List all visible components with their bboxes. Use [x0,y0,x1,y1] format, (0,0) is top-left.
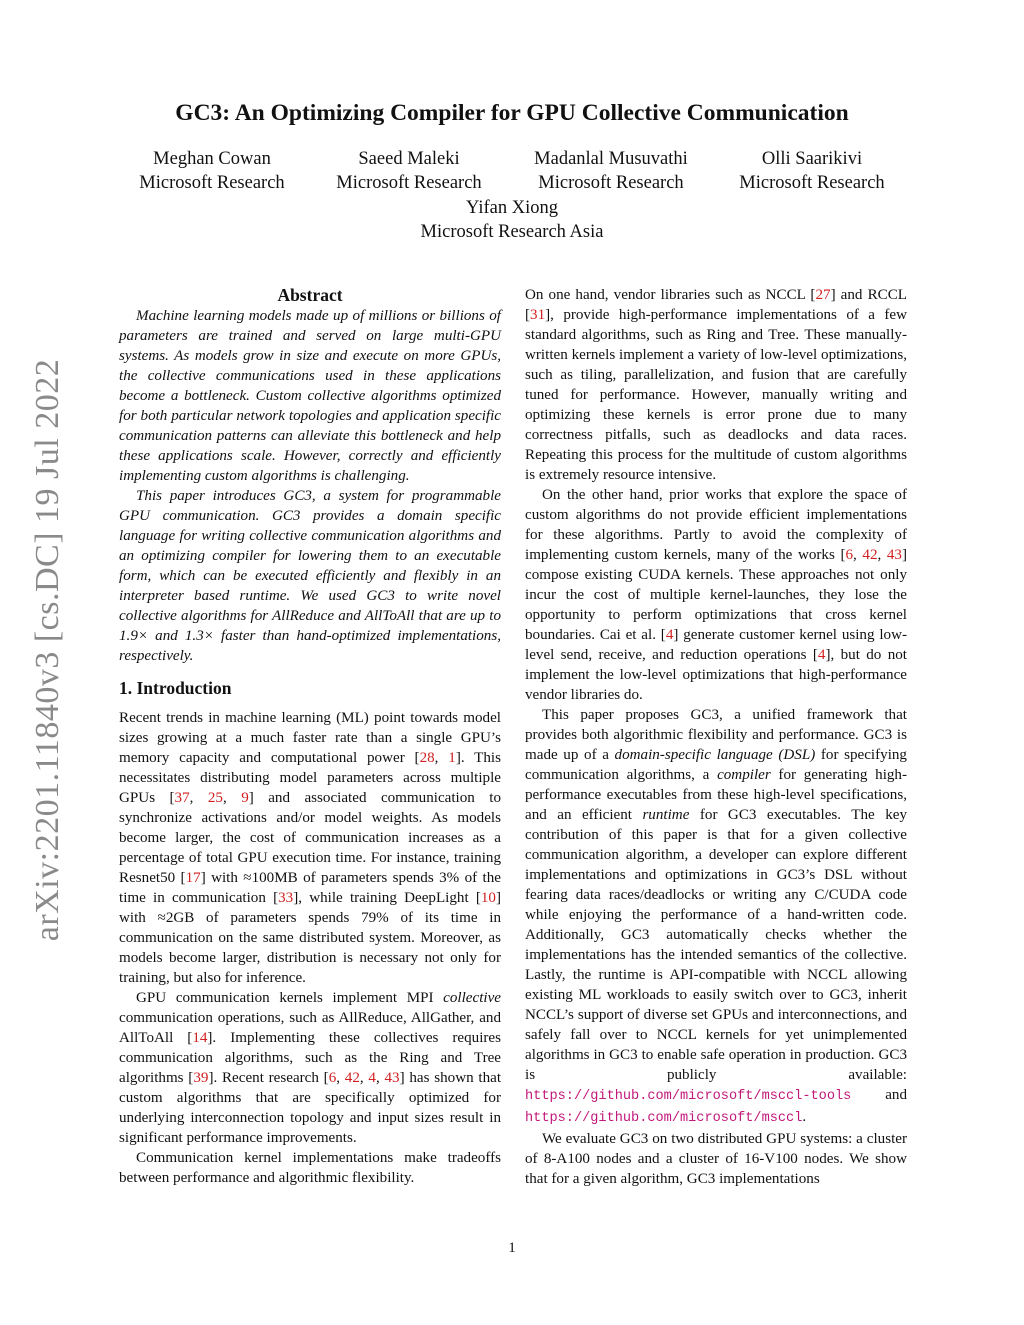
intro-paragraph: We evaluate GC3 on two distributed GPU systems: a cluster of 8-A100 nodes and a cluster of 16-V100 nodes. We show that for a given algorithm, GC3 implementations [525,1131,907,1187]
author-2 [304,147,514,195]
author-5 [372,196,652,244]
citation-link[interactable]: 6 [845,547,854,563]
github-link-msccl-tools[interactable]: https://github.com/microsoft/msccl-tools [525,1089,852,1104]
citation-link[interactable]: 4 [665,627,674,643]
abstract-paragraph: This paper introduces GC3, a system for programmable GPU communication. GC3 provides a domain specific language for writing collective communication algorithms and an optimizing compiler for lowering them to an executable form, which can be executed efficiently and flexibly in an interpreter based runtime. We used GC3 to write novel collective algorithms for AllReduce and AllToAll that are up to 1.9× and 1.3× faster than hand-optimized implementations, respectively. [119,488,501,664]
author-affiliation: Microsoft Research Asia [420,222,604,242]
citation-link[interactable]: 6 [328,1070,337,1086]
author-name: Saeed Maleki [358,149,460,169]
github-link-msccl[interactable]: https://github.com/microsoft/msccl [525,1111,803,1126]
citation-link[interactable]: 4 [817,647,826,663]
right-column [525,285,907,1189]
abstract-paragraph: Machine learning models made up of millions or billions of parameters are trained and served on large multi-GPU systems. As models grow in size and execute on more GPUs, the collective communications used in these applications become a bottleneck. Custom collective algorithms optimized for both particular network topologies and application specific communication patterns can alleviate this bottleneck and help these applications scale. However, correctly and efficiently implementing custom algorithms is challenging. [119,308,501,484]
intro-paragraph: On one hand, vendor libraries such as NCCL [27] and RCCL [31], provide high-performance implementations of a few standard algorithms, such as Ring and Tree. These manually-written kernels implement a variety of low-level optimizations, such as tiling, parallelization, and fusion that are carefully tuned for performance. However, manually writing and optimizing these kernels is error prone due to many correctness pitfalls, such as deadlocks and data races. Repeating this process for the multitude of custom algorithms is extremely resource intensive. [525,287,907,483]
citation-link[interactable]: 1 [448,750,456,766]
left-column [119,285,501,1188]
citation-link[interactable]: 10 [480,890,496,906]
intro-paragraph: GPU communication kernels implement MPI collective communication operations, such as AllReduce, AllGather, and AllToAll [14]. Implementing these collectives requires communication algorithms, such as the Ring and Tree algorithms [39]. Recent research [6, 42, 4, 43] has shown that custom algorithms that are specifically optimized for underlying interconnection topology and input sizes result in significant performance improvements. [119,990,502,1146]
citation-link[interactable]: 9 [241,790,249,806]
intro-paragraph: Recent trends in machine learning (ML) point towards model sizes growing at a much faster rate than a single GPU’s memory capacity and computational power [28, 1]. This necessitates distributing model parameters across multiple GPUs [37, 25, 9] and associated communication to synchronize activations and/or model weights. As models become larger, the cost of communication increases as a percentage of total GPU execution time. For instance, training Resnet50 [17] with ≈100MB of parameters spends 3% of the time in communication [33], while training DeepLight [10] with ≈2GB of parameters spends 79% of its time in communication on the same distributed system. Moreover, as models become larger, distribution is necessary not only for training, but also for inference. [119,710,502,986]
citation-link[interactable]: 17 [185,870,201,886]
citation-link[interactable]: 25 [207,790,223,806]
intro-paragraph: This paper proposes GC3, a unified framework that provides both algorithmic flexibility and performance. GC3 is made up of a domain-specific language (DSL) for specifying communication algorithms, a compiler for generating high-performance executables from these high-level specifications, and an efficient runtime for GC3 executables. The key contribution of this paper is that for a given collective communication algorithm, a developer can explore different implementations and optimizations in GC3’s DSL without fearing data races/deadlocks or writing any C/CUDA code while enjoying the performance of a hand-written code. Additionally, GC3 automatically checks whether the implementations has the intended semantics of the collective. Lastly, the runtime is API-compatible with NCCL allowing existing ML workloads to easily switch over to GC3, inherit NCCL’s support of diverse set GPUs and interconnections, and safely fall over to NCCL kernels for yet unimplemented algorithms in GC3 to enable safe operation in production. GC3 is publicly available: https://github.com/microsoft/msccl-tools and https://github.com/microsoft/msccl. [525,707,908,1126]
author-4 [707,147,917,195]
abstract [119,285,501,666]
citation-link[interactable]: 37 [174,790,190,806]
citation-link[interactable]: 43 [886,547,902,563]
author-affiliation: Microsoft Research [139,173,285,193]
citation-link[interactable]: 27 [815,287,831,303]
citation-link[interactable]: 39 [193,1070,209,1086]
intro-paragraph: Communication kernel implementations make tradeoffs between performance and algorithmic flexibility. [119,1150,501,1186]
citation-link[interactable]: 14 [192,1030,208,1046]
author-name: Olli Saarikivi [761,149,863,169]
citation-link[interactable]: 42 [344,1070,360,1086]
citation-link[interactable]: 33 [278,890,294,906]
section-heading-introduction: 1. Introduction [119,678,232,698]
author-name: Meghan Cowan [153,149,271,169]
author-name: Madanlal Musuvathi [534,149,688,169]
paper-title: GC3: An Optimizing Compiler for GPU Collective Communication [175,100,849,126]
author-name: Yifan Xiong [466,198,558,218]
citation-link[interactable]: 42 [862,547,878,563]
citation-link[interactable]: 4 [368,1070,376,1086]
author-3 [506,147,716,195]
intro-paragraph: On the other hand, prior works that explore the space of custom algorithms do not provide efficient implementations for these algorithms. Partly to avoid the complexity of implementing custom kernels, many of the works [6, 42, 43] compose existing CUDA kernels. These approaches not only incur the cost of multiple kernel-launches, they lose the opportunity to perform optimizations that cross kernel boundaries. Cai et al. [4] generate customer kernel using low-level send, receive, and reduction operations [4], but do not implement the low-level optimizations that high-performance vendor libraries do. [525,487,908,703]
citation-link[interactable]: 28 [419,750,435,766]
citation-link[interactable]: 31 [530,307,546,323]
author-affiliation: Microsoft Research [336,173,482,193]
citation-link[interactable]: 43 [384,1070,400,1086]
arxiv-identifier: arXiv:2201.11840v3 [cs.DC] 19 Jul 2022 [29,358,66,942]
author-1 [107,147,317,195]
author-affiliation: Microsoft Research [538,173,684,193]
page-number: 1 [508,1240,516,1256]
abstract-heading: Abstract [277,285,343,305]
author-affiliation: Microsoft Research [739,173,885,193]
